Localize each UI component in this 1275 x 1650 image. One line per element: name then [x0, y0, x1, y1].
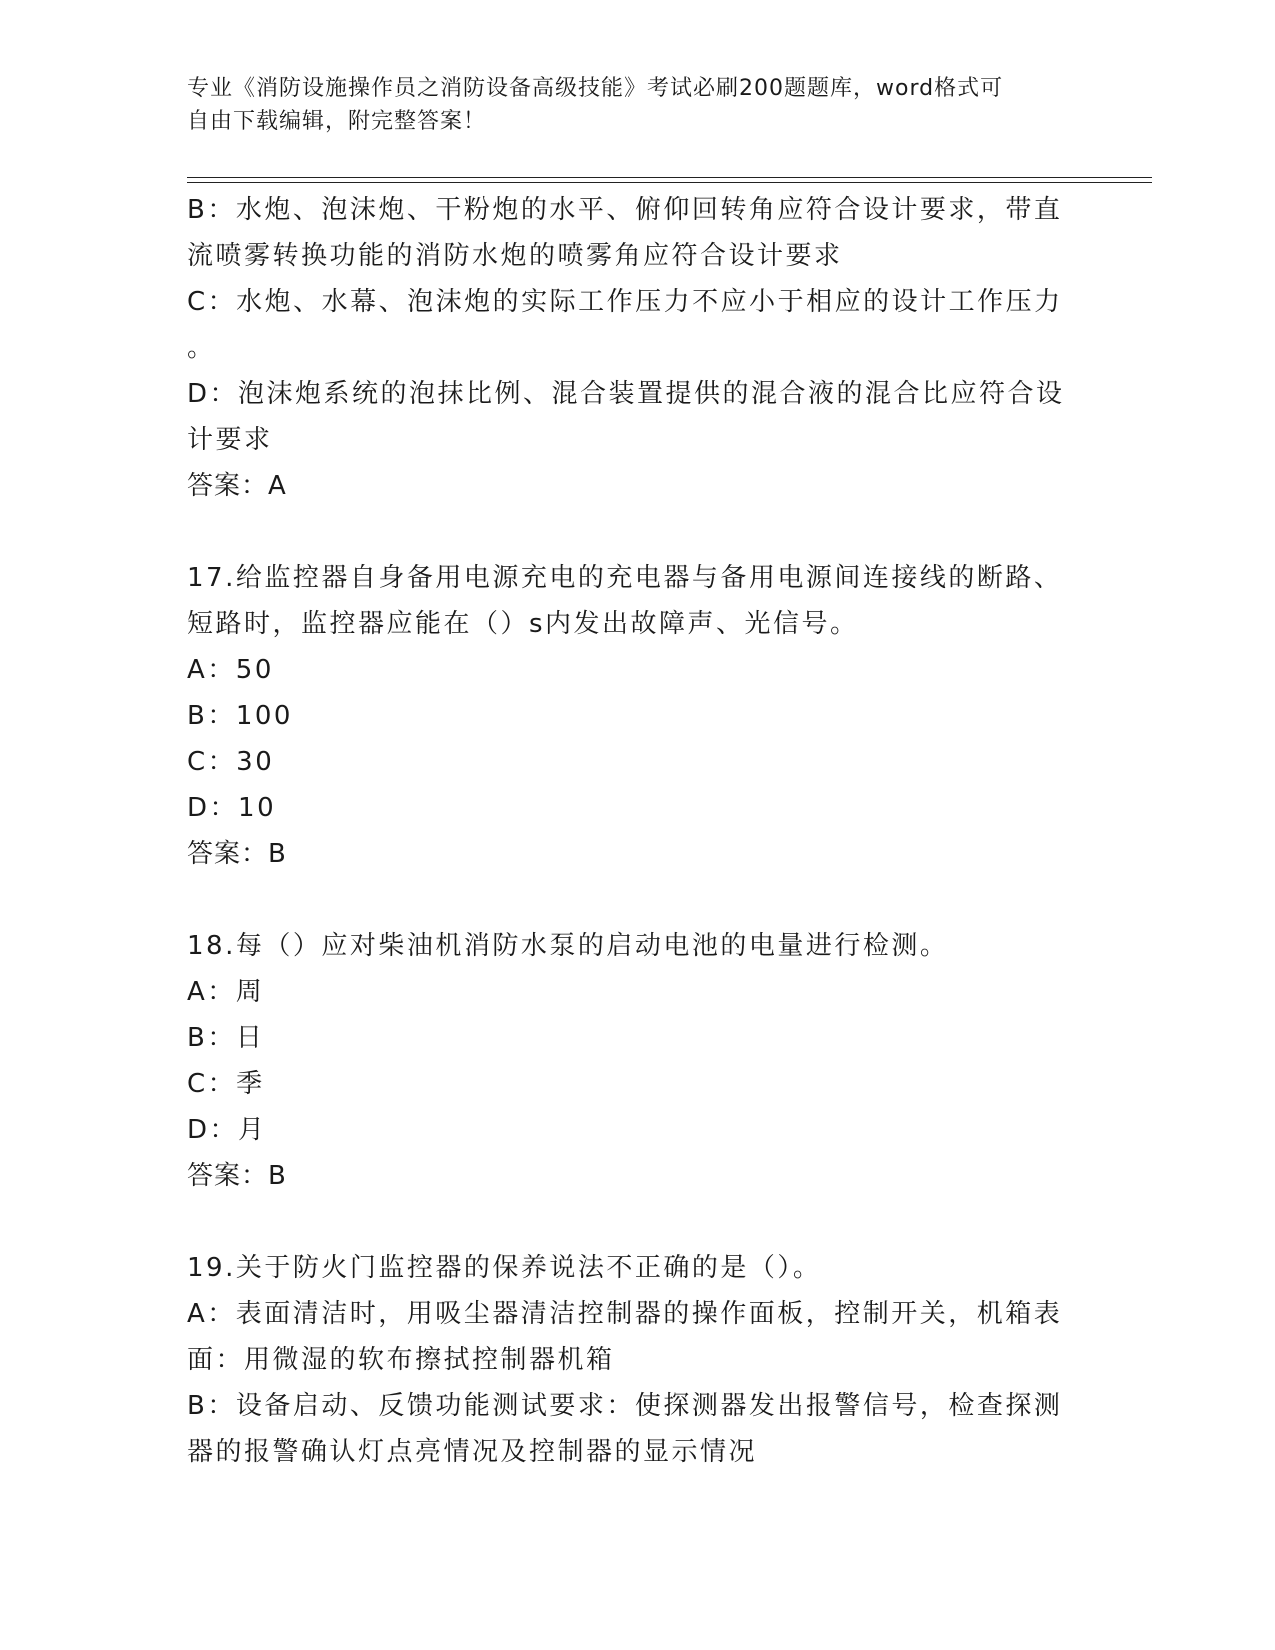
q17-option-d: D：10	[187, 793, 277, 823]
q19-stem: 19.关于防火门监控器的保养说法不正确的是（）。	[187, 1253, 822, 1283]
prev-option-c-line-2: 。	[187, 333, 216, 363]
prev-question-block	[187, 187, 1067, 509]
question-17-block	[187, 555, 1067, 877]
prev-option-b-line-1: B：水炮、泡沫炮、干粉炮的水平、俯仰回转角应符合设计要求，带直	[187, 195, 1063, 225]
q18-option-a: A：周	[187, 977, 265, 1007]
spacer	[187, 509, 1067, 555]
q18-stem: 18.每（）应对柴油机消防水泵的启动电池的电量进行检测。	[187, 931, 949, 961]
header-divider-top	[187, 177, 1152, 178]
q19-option-b-line-2: 器的报警确认灯点亮情况及控制器的显示情况	[187, 1437, 758, 1467]
question-content	[187, 187, 1067, 1475]
q19-option-b-line-1: B：设备启动、反馈功能测试要求：使探测器发出报警信号，检查探测	[187, 1391, 1063, 1421]
q18-answer: 答案：B	[187, 1161, 287, 1191]
header-line-2: 自由下载编辑，附完整答案！	[187, 109, 487, 134]
prev-answer: 答案：A	[187, 471, 287, 501]
q19-option-a-line-1: A：表面清洁时，用吸尘器清洁控制器的操作面板，控制开关，机箱表	[187, 1299, 1063, 1329]
prev-option-c-line-1: C：水炮、水幕、泡沫炮的实际工作压力不应小于相应的设计工作压力	[187, 287, 1063, 317]
q17-stem-line-2: 短路时，监控器应能在（）s内发出故障声、光信号。	[187, 609, 859, 639]
question-19-block	[187, 1245, 1067, 1475]
question-18-block	[187, 923, 1067, 1199]
document-header	[187, 72, 1067, 138]
header-line-1: 专业《消防设施操作员之消防设备高级技能》考试必刷200题题库，word格式可	[187, 76, 1004, 101]
spacer	[187, 1199, 1067, 1245]
prev-option-d-line-1: D：泡沫炮系统的泡抹比例、混合装置提供的混合液的混合比应符合设	[187, 379, 1065, 409]
q17-option-c: C：30	[187, 747, 275, 777]
q17-option-b: B：100	[187, 701, 293, 731]
prev-option-d-line-2: 计要求	[187, 425, 273, 455]
q17-answer: 答案：B	[187, 839, 287, 869]
q19-option-a-line-2: 面：用微湿的软布擦拭控制器机箱	[187, 1345, 615, 1375]
spacer	[187, 877, 1067, 923]
prev-option-b-line-2: 流喷雾转换功能的消防水炮的喷雾角应符合设计要求	[187, 241, 843, 271]
q18-option-b: B：日	[187, 1023, 265, 1053]
q17-stem-line-1: 17.给监控器自身备用电源充电的充电器与备用电源间连接线的断路、	[187, 563, 1063, 593]
q18-option-c: C：季	[187, 1069, 265, 1099]
header-divider-bottom	[187, 182, 1152, 183]
q17-option-a: A：50	[187, 655, 274, 685]
q18-option-d: D：月	[187, 1115, 267, 1145]
